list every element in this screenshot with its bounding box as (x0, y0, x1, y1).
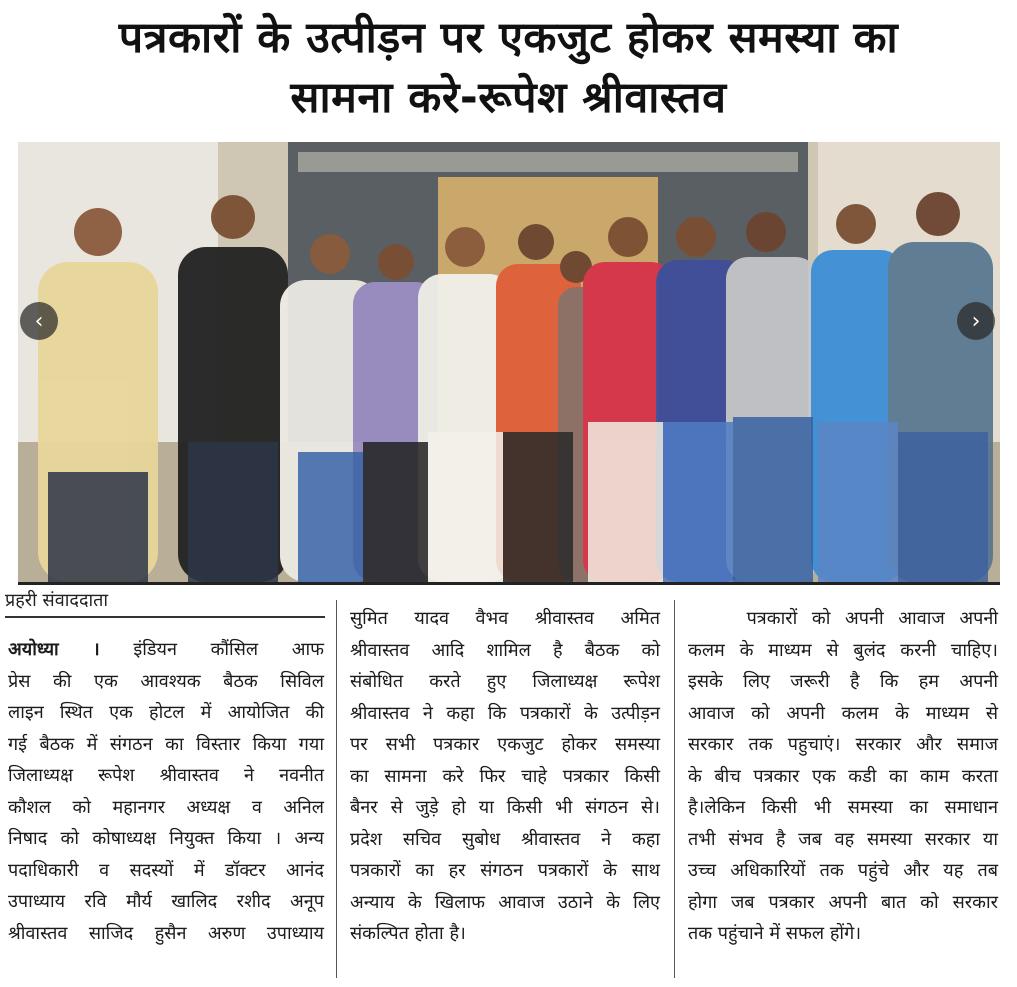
chevron-left-icon: ‹ (34, 308, 44, 334)
dateline: अयोध्या । (8, 639, 100, 660)
article-line: का सामना करे फिर चाहे पत्रकार किसी (350, 765, 660, 787)
article-line: आवाज को अपनी कलम के माध्यम से (688, 702, 998, 724)
article-line: है।लेकिन किसी भी समस्या का समाधान (688, 797, 998, 818)
article-line: पत्रकारों का हर संगठन पत्रकारों के साथ (350, 860, 660, 881)
article-line: उपाध्याय रवि मौर्य खालिद रशीद अनूप (8, 891, 324, 912)
article-line: लाइन स्थित एक होटल में आयोजित की (8, 702, 324, 723)
article-line: बैनर से जुड़े हो या किसी भी संगठन से। (350, 797, 660, 818)
chevron-right-icon: › (971, 308, 981, 334)
article-line: जिलाध्यक्ष रूपेश श्रीवास्तव ने नवनीत (8, 765, 324, 786)
article-line: अयोध्या । इंडियन कौंसिल आफ (8, 639, 324, 660)
group-photo (18, 142, 1000, 585)
article-line: प्रेस की एक आवश्यक बैठक सिविल (8, 670, 324, 692)
byline: प्रहरी संवाददाता (5, 588, 325, 618)
article-line: पदाधिकारी व सदस्यों में डॉक्टर आनंद (8, 859, 324, 881)
article-line: अन्याय के खिलाफ आवाज उठाने के लिए (350, 891, 660, 913)
article-line: श्रीवास्तव साजिद हुसैन अरुण उपाध्याय (8, 922, 324, 944)
article-line: कौशल को महानगर अध्यक्ष व अनिल (8, 796, 324, 818)
headline-line-2: सामना करे-रूपेश श्रीवास्तव (290, 73, 727, 123)
article-column-1 (8, 634, 324, 949)
article-line: पर सभी पत्रकार एकजुट होकर समस्या (350, 734, 660, 755)
group-photo-illustration (18, 142, 1000, 582)
article-line: पत्रकारों को अपनी आवाज अपनी (688, 608, 998, 629)
article-line: निषाद को कोषाध्यक्ष नियुक्त किया । अन्य (8, 828, 324, 849)
article-line: प्रदेश सचिव सुबोध श्रीवास्तव ने कहा (350, 828, 660, 850)
article-line: सुमित यादव वैभव श्रीवास्तव अमित (350, 608, 660, 629)
article-column-2 (350, 603, 660, 950)
article-line: तभी संभव है जब वह समस्या सरकार या (688, 828, 998, 850)
headline (0, 8, 1017, 128)
article-line: के बीच पत्रकार एक कडी का काम करता (688, 765, 998, 787)
article-line: तक पहुंचाने में सफल होंगे। (688, 923, 862, 944)
article-line: श्रीवास्तव आदि शामिल है बैठक को (350, 639, 660, 661)
carousel-prev-button[interactable] (20, 302, 58, 340)
article-line: कलम के माध्यम से बुलंद करनी चाहिए। (688, 639, 998, 661)
carousel-next-button[interactable] (957, 302, 995, 340)
article-line: सरकार तक पहुचाएं। सरकार और समाज (688, 734, 998, 755)
article-line: श्रीवास्तव ने कहा कि पत्रकारों के उत्पीड़न (350, 702, 660, 724)
column-divider (674, 600, 675, 978)
column-divider (336, 600, 337, 978)
article-line: इसके लिए जरूरी है कि हम अपनी (688, 671, 998, 692)
article-line: उच्च अधिकारियों तक पहुंचे और यह तब (688, 860, 998, 881)
article-line: संबोधित करते हुए जिलाध्यक्ष रूपेश (350, 671, 660, 692)
article-column-3 (688, 603, 998, 950)
article-line: होगा जब पत्रकार अपनी बात को सरकार (688, 891, 998, 913)
headline-line-1: पत्रकारों के उत्पीड़न पर एकजुट होकर समस्या का (118, 13, 899, 63)
article-line: गई बैठक में संगठन का विस्तार किया गया (8, 733, 324, 755)
article-line: संकल्पित होता है। (350, 923, 466, 944)
